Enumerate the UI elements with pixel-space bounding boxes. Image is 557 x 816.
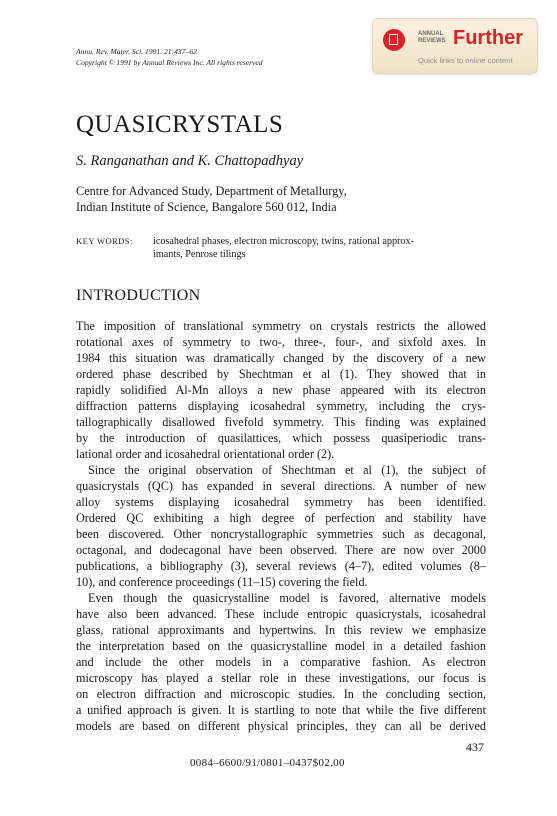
- keywords-line: icosahedral phases, electron microscopy, twins, rational approx-: [153, 236, 415, 247]
- body-line: the interpretation based on the quasicrystalline model in a detailed fashion: [76, 639, 486, 653]
- badge-logo-text-reviews: REVIEWS: [418, 38, 446, 44]
- body-line: been discovered. Other noncrystallographic symmetries such as decagonal,: [76, 527, 486, 541]
- body-line: glass, rational approximants and hypertwins. In this review we emphasize: [76, 623, 486, 637]
- body-line: quasicrystals (QC) has expanded in several directions. A number of new: [76, 479, 486, 493]
- body-line: lational order and icosahedral orientational order (2).: [76, 447, 335, 461]
- journal-citation: [76, 46, 263, 68]
- body-line: Ordered QC exhibiting a high degree of perfection and stability have: [76, 511, 486, 525]
- body-line: ordered phase described by Shechtman et al (1). They showed that in: [76, 367, 486, 381]
- body-line: models are based on different physical principles, they can all be derived: [76, 719, 486, 733]
- body-line: alloy systems displaying icosahedral symmetry has been identified.: [76, 495, 486, 509]
- body-line: by the introduction of quasilattices, which possess quasiperiodic trans-: [76, 431, 486, 445]
- affiliation: [76, 183, 347, 215]
- body-line: 1984 this situation was dramatically changed by the discovery of a new: [76, 351, 486, 365]
- body-line: on electron diffraction and microscopic studies. In the concluding section,: [76, 687, 486, 701]
- article-code: 0084–6600/91/0801–0437$02.00: [190, 757, 345, 769]
- further-links-badge[interactable]: [372, 18, 538, 74]
- keywords-text: [153, 235, 486, 261]
- authors: S. Ranganathan and K. Chattopadhyay: [76, 153, 304, 169]
- body-line: microscopy has played a stellar role in these investigations, our focus is: [76, 671, 486, 685]
- copyright-line: Copyright © 1991 by Annual Reviews Inc. All rights reserved: [76, 58, 263, 67]
- body-line: tallographically disallowed fivefold symmetry. This finding was explained: [76, 415, 486, 429]
- badge-logo-text-annual: ANNUAL: [418, 31, 444, 37]
- badge-title: Further: [453, 27, 523, 49]
- keywords-line: imants, Penrose tilings: [153, 249, 246, 260]
- body-line: The imposition of translational symmetry on crystals restricts the allowed: [76, 319, 486, 333]
- annual-reviews-logo-icon: [383, 29, 405, 51]
- body-line: diffraction patterns displaying icosahedral symmetry, including the crys-: [76, 399, 486, 413]
- body-line: rapidly solidified Al-Mn alloys a new phase appeared with its electron: [76, 383, 486, 397]
- introduction-body: [76, 318, 486, 734]
- body-line: rotational axes of symmetry to two-, three-, four-, and sixfold axes. In: [76, 335, 486, 349]
- keywords-label: KEY WORDS:: [76, 236, 133, 246]
- affiliation-line: Centre for Advanced Study, Department of Metallurgy,: [76, 184, 347, 198]
- body-line: octagonal, and dodecagonal have been observed. There are now over 2000: [76, 543, 486, 557]
- body-line: Even though the quasicrystalline model is favored, alternative models: [88, 591, 486, 605]
- section-heading-introduction: INTRODUCTION: [76, 287, 201, 304]
- body-line: and include the other models in a comparative fashion. As electron: [76, 655, 486, 669]
- body-line: publications, a bibliography (3), several reviews (4–7), edited volumes (8–: [76, 559, 486, 573]
- citation-line: Annu. Rev. Mater. Sci. 1991. 21:437–62: [76, 47, 197, 56]
- body-line: a unified approach is given. It is startling to note that while the five different: [76, 703, 486, 717]
- article-title: QUASICRYSTALS: [76, 111, 284, 138]
- body-line: 10), and conference proceedings (11–15) covering the field.: [76, 575, 368, 589]
- page-number: 437: [466, 740, 484, 754]
- body-line: Since the original observation of Shechtman et al (1), the subject of: [88, 463, 486, 477]
- body-line: have also been advanced. These include entropic quasicrystals, icosahedral: [76, 607, 486, 621]
- badge-tagline: Quick links to online content: [418, 56, 513, 65]
- affiliation-line: Indian Institute of Science, Bangalore 560 012, India: [76, 200, 337, 214]
